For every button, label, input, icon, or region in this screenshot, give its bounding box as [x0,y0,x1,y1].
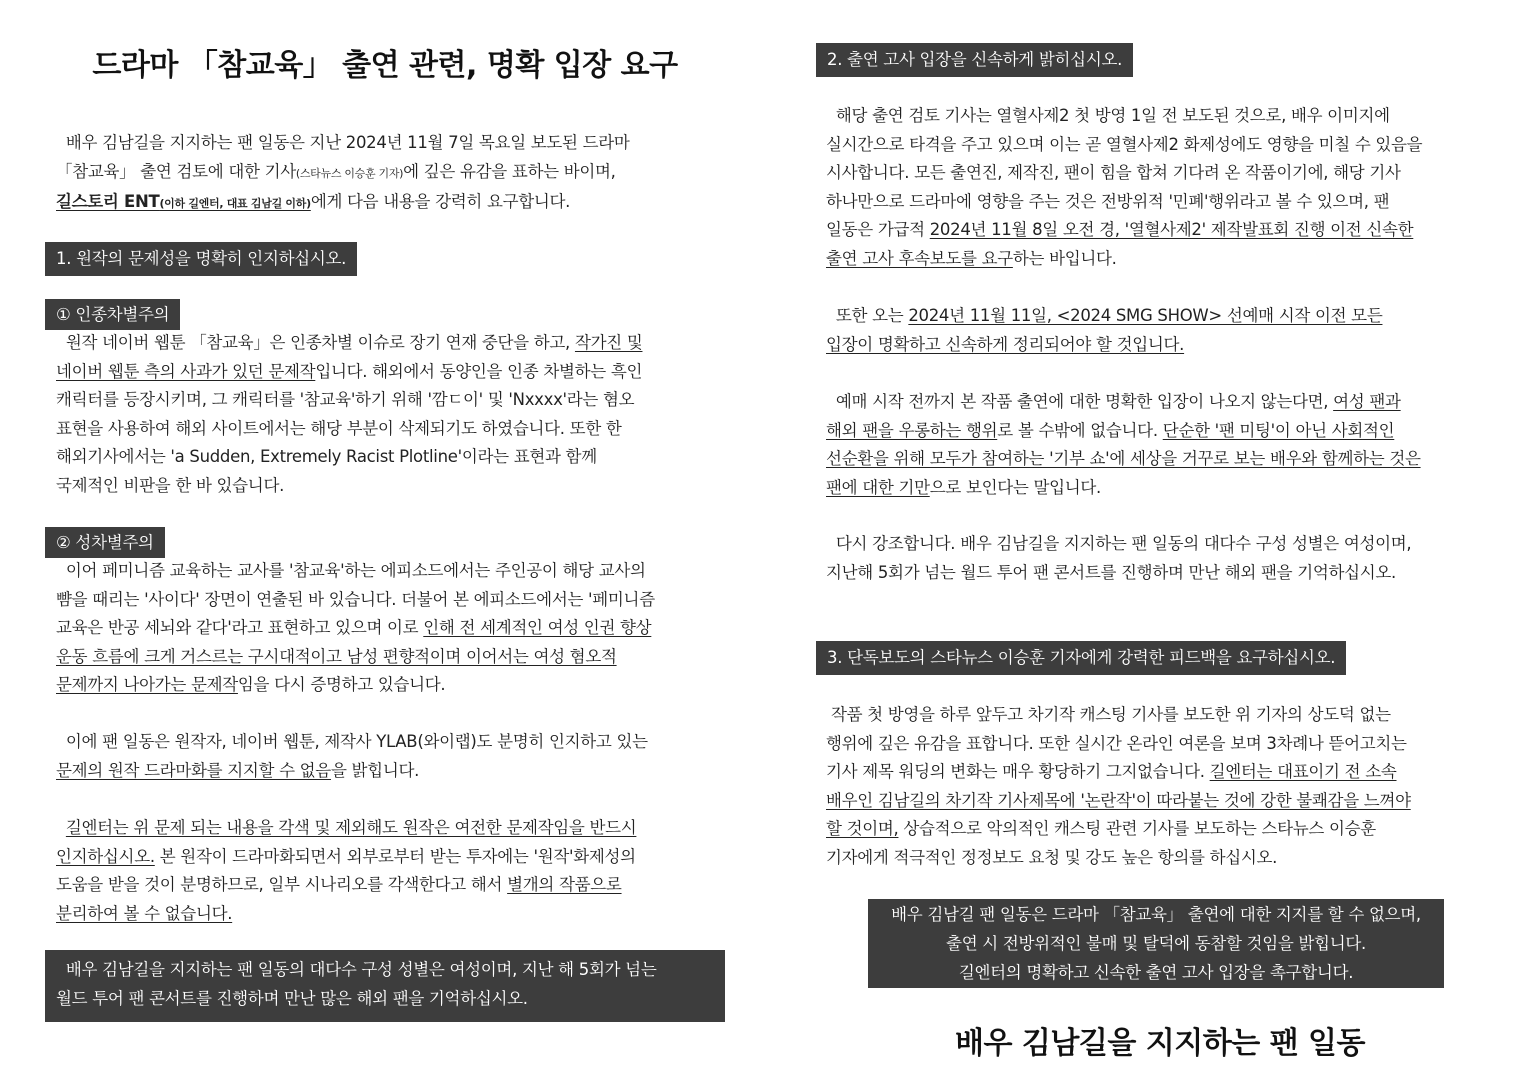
racism-paragraph: 원작 네이버 웹툰 「참교육」은 인종차별 이슈로 장기 연재 중단을 하고, 작가진 및 네이버 웹툰 측의 사과가 있던 문제작입니다. 해외에서 동양인을 인종 차별하는 흑인 캐릭터를 등장시키며, 그 캐릭터를 '참교육'하기 위해 '깜ㄷ이' 및 'Nxxxx'라는 혐오 표현을 사용하여 해외 사이트에서는 해당 부분이 삭제되기도 하였습니다. 또한 한 해외기사에서는 'a Sudden, Extremely Racist Plotline'이라는 표현과 함께 국제적인 비판을 한 바 있습니다. [56,333,643,495]
right-callout-box: 배우 김남길 팬 일동은 드라마 「참교육」 출연에 대한 지지를 할 수 없으며, 출연 시 전방위적인 불매 및 탈덕에 동참할 것임을 밝힙니다. 길엔터의 명확하고 신속한 출연 고사 입장을 촉구합니다. [868,899,1444,988]
section-3-paragraph: 작품 첫 방영을 하루 앞두고 차기작 캐스팅 기사를 보도한 위 기자의 상도덕 없는 행위에 깊은 유감을 표합니다. 또한 실시간 온라인 여론을 보며 3차례나 뜯어고치는 기사 제목 워딩의 변화는 매우 황당하기 그지없습니다. 길엔터는 대표이기 전 소속 배우인 김남길의 차기작 기사제목에 '논란작'이 따라붙는 것에 강한 불쾌감을 느껴야 할 것이며, 상습적으로 악의적인 캐스팅 관련 기사를 보도하는 스타뉴스 이승훈 기자에게 적극적인 정정보도 요청 및 강도 높은 항의를 하십시오. [826,705,1411,867]
subsection-sexism-header: ② 성차별주의 [45,527,165,558]
section-2-header: 2. 출연 고사 입장을 신속하게 밝히십시오. [816,43,1133,77]
fan-position-paragraph: 이에 팬 일동은 원작자, 네이버 웹툰, 제작사 YLAB(와이랩)도 분명히 인지하고 있는 문제의 원작 드라마화를 지지할 수 없음을 밝힙니다. [56,732,648,780]
emphasis-paragraph: 다시 강조합니다. 배우 김남길을 지지하는 팬 일동의 대다수 구성 성별은 여성이며, 지난해 5회가 넘는 월드 투어 팬 콘서트를 진행하며 만난 해외 팬을 기억하십시오. [826,534,1412,582]
section-2-paragraph: 해당 출연 검토 기사는 열혈사제2 첫 방영 1일 전 보도된 것으로, 배우 이미지에 실시간으로 타격을 주고 있으며 이는 곧 열혈사제2 화제성에도 영향을 미칠 수 있음을 시사합니다. 모든 출연진, 제작진, 팬이 힘을 합쳐 기다려 온 작품이기에, 해당 기사 하나만으로 드라마에 영향을 주는 것은 전방위적 '민폐'행위라고 볼 수 있으며, 팬 일동은 가급적 2024년 11월 8일 오전 경, '열혈사제2' 제작발표회 진행 이전 신속한 출연 고사 후속보도를 요구하는 바입니다. [826,106,1423,268]
document-title: 드라마 「참교육」 출연 관련, 명확 입장 요구 [92,48,678,83]
sexism-paragraph: 이어 페미니즘 교육하는 교사를 '참교육'하는 에피소드에서는 주인공이 해당 교사의 뺨을 때리는 '사이다' 장면이 연출된 바 있습니다. 더불어 본 에피소드에서는 '페미니즘 교육은 반공 세뇌와 같다'라고 표현하고 있으며 이로 인해 전 세계적인 여성 인권 향상 운동 흐름에 크게 거스르는 구시대적이고 남성 편향적이며 이어서는 여성 혐오적 문제까지 나아가는 문제작임을 다시 증명하고 있습니다. [56,561,655,694]
fan-meeting-paragraph: 예매 시작 전까지 본 작품 출연에 대한 명확한 입장이 나오지 않는다면, 여성 팬과 해외 팬을 우롱하는 행위로 볼 수밖에 없습니다. 단순한 '팬 미팅'이 아닌 사회적인 선순환을 위해 모두가 참여하는 '기부 쇼'에 세상을 거꾸로 보는 배우와 함께하는 것은 팬에 대한 기만으로 보인다는 말입니다. [826,392,1421,497]
intro-line-3c: 에게 다음 내용을 강력히 요구합니다. [310,192,571,211]
section-1-header: 1. 원작의 문제성을 명확히 인지하십시오. [45,242,357,276]
subsection-racism-header: ① 인종차별주의 [45,299,180,330]
agency-name: 길스토리 ENT(이하 길엔터, 대표 김남길 이하) [56,192,311,211]
intro-line-1: 배우 김남길을 지지하는 팬 일동은 지난 2024년 11월 7일 목요일 보도된 드라마 [65,133,630,152]
left-callout-box: 배우 김남길을 지지하는 팬 일동의 대다수 구성 성별은 여성이며, 지난 해 5회가 넘는 월드 투어 팬 콘서트를 진행하며 만난 많은 해외 팬을 기억하십시오. [45,950,725,1022]
agency-demand-paragraph: 길엔터는 위 문제 되는 내용을 각색 및 제외해도 원작은 여전한 문제작임을 반드시 인지하십시오. 본 원작이 드라마화되면서 외부로부터 받는 투자에는 '원작'화제성의 도움을 받을 것이 분명하므로, 일부 시나리오를 각색한다고 해서 별개의 작품으로 분리하여 볼 수 없습니다. [56,818,637,923]
intro-paragraph [56,129,736,219]
section-3-header: 3. 단독보도의 스타뉴스 이승훈 기자에게 강력한 피드백을 요구하십시오. [816,641,1346,675]
intro-reporter-note: (스타뉴스 이승훈 기자) [295,166,404,180]
intro-line-2c: 에 깊은 유감을 표하는 바이며, [403,161,616,181]
presale-paragraph: 또한 오는 2024년 11월 11일, <2024 SMG SHOW> 선예매 시작 이전 모든 입장이 명확하고 신속하게 정리되어야 할 것입니다. [826,306,1383,354]
intro-line-2a: 「참교육」 출연 검토에 대한 기사 [56,161,296,181]
signature: 배우 김남길을 지지하는 팬 일동 [954,1026,1366,1061]
